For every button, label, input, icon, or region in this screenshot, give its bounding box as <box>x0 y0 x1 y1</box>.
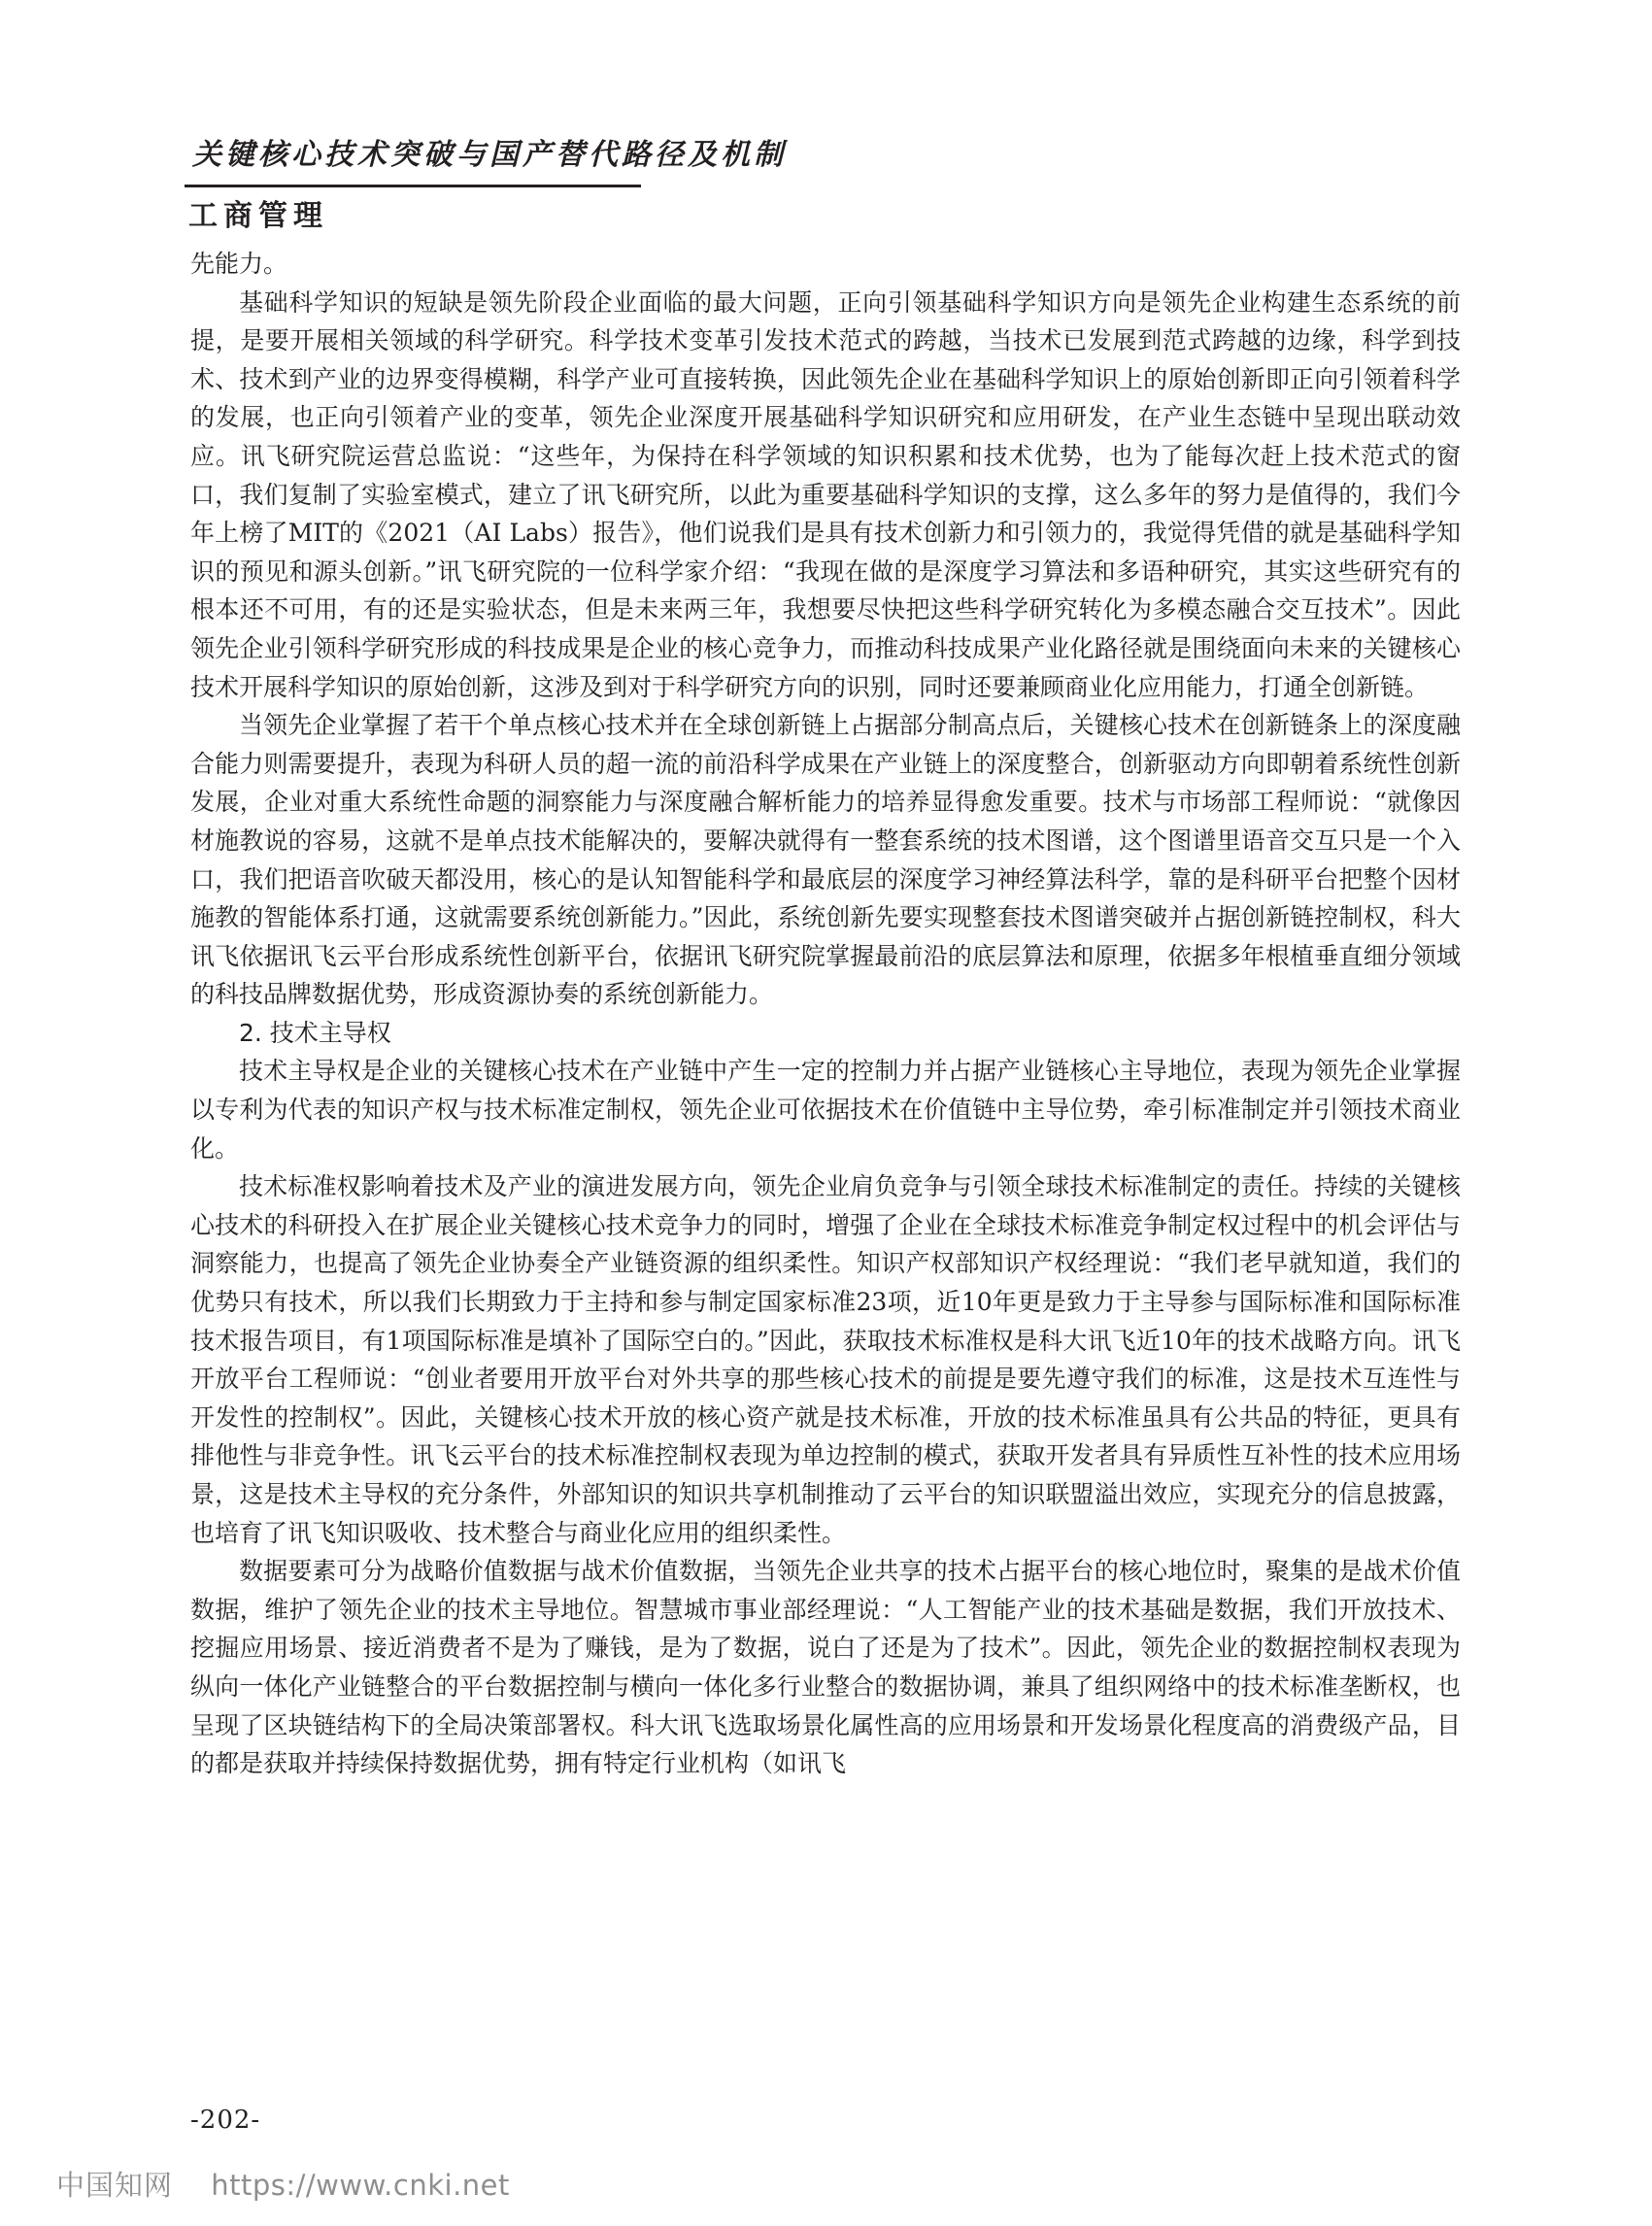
cnki-brand-name: 中国知网 <box>56 2169 174 2202</box>
page-number: -202- <box>190 2106 261 2135</box>
section-heading: 2. 技术主导权 <box>239 1018 391 1047</box>
body-paragraph: 当领先企业掌握了若干个单点核心技术并在全球创新链上占据部分制高点后，关键核心技术在创新链条上的深度融合能力则需要提升，表现为科研人员的超一流的前沿科学成果在产业链上的深度整合，创新驱动方向即朝着系统性创新发展，企业对重大系统性命题的洞察能力与深度融合解析能力的培养显得愈发重要。技术与市场部工程师说：“就像因材施教说的容易，这就不是单点技术能解决的，要解决就得有一整套系统的技术图谱，这个图谱里语音交互只是一个入口，我们把语音吹破天都没用，核心的是认知智能科学和最底层的深度学习神经算法科学，靠的是科研平台把整个因材施教的智能体系打通，这就需要系统创新能力。”因此，系统创新先要实现整套技术图谱突破并占据创新链控制权，科大讯飞依据讯飞云平台形成系统性创新平台，依据讯飞研究院掌握最前沿的底层算法和原理，依据多年根植垂直细分领域的科技品牌数据优势，形成资源协奏的系统创新能力。 <box>190 711 1461 1009</box>
journal-section-name: 工商管理 <box>188 199 328 233</box>
cnki-url[interactable]: https://www.cnki.net <box>211 2169 510 2202</box>
body-paragraph: 基础科学知识的短缺是领先阶段企业面临的最大问题，正向引领基础科学知识方向是领先企业构建生态系统的前提，是要开展相关领域的科学研究。科学技术变革引发技术范式的跨越，当技术已发展到范式跨越的边缘，科学到技术、技术到产业的边界变得模糊，科学产业可直接转换，因此领先企业在基础科学知识上的原始创新即正向引领着科学的发展，也正向引领着产业的变革，领先企业深度开展基础科学知识研究和应用研发，在产业生态链中呈现出联动效应。讯飞研究院运营总监说：“这些年，为保持在科学领域的知识积累和技术优势，也为了能每次赶上技术范式的窗口，我们复制了实验室模式，建立了讯飞研究所，以此为重要基础科学知识的支撑，这么多年的努力是值得的，我们今年上榜了MIT的《2021（AI Labs）报告》，他们说我们是具有技术创新力和引领力的，我觉得凭借的就是基础科学知识的预见和源头创新。”讯飞研究院的一位科学家介绍：“我现在做的是深度学习算法和多语种研究，其实这些研究有的根本还不可用，有的还是实验状态，但是未来两三年，我想要尽快把这些科学研究转化为多模态融合交互技术”。因此领先企业引领科学研究形成的科技成果是企业的核心竞争力，而推动科技成果产业化路径就是围绕面向未来的关键核心技术开展科学知识的原始创新，这涉及到对于科学研究方向的识别，同时还要兼顾商业化应用能力，打通全创新链。 <box>190 287 1461 701</box>
running-title: 关键核心技术突破与国产替代路径及机制 <box>192 138 787 172</box>
header-divider <box>185 185 641 187</box>
body-paragraph: 数据要素可分为战略价值数据与战术价值数据，当领先企业共享的技术占据平台的核心地位时，聚集的是战术价值数据，维护了领先企业的技术主导地位。智慧城市事业部经理说：“人工智能产业的技术基础是数据，我们开放技术、挖掘应用场景、接近消费者不是为了赚钱，是为了数据，说白了还是为了技术”。因此，领先企业的数据控制权表现为纵向一体化产业链整合的平台数据控制与横向一体化多行业整合的数据协调，兼具了组织网络中的技术标准垄断权，也呈现了区块链结构下的全局决策部署权。科大讯飞选取场景化属性高的应用场景和开发场景化程度高的消费级产品，目的都是获取并持续保持数据优势，拥有特定行业机构（如讯飞 <box>190 1557 1461 1778</box>
body-paragraph: 技术主导权是企业的关键核心技术在产业链中产生一定的控制力并占据产业链核心主导地位，表现为领先企业掌握以专利为代表的知识产权与技术标准定制权，领先企业可依据技术在价值链中主导位势，牵引标准制定并引领技术商业化。 <box>190 1057 1461 1163</box>
body-paragraph: 技术标准权影响着技术及产业的演进发展方向，领先企业肩负竞争与引领全球技术标准制定的责任。持续的关键核心技术的科研投入在扩展企业关键核心技术竞争力的同时，增强了企业在全球技术标准竞争制定权过程中的机会评估与洞察能力，也提高了领先企业协奏全产业链资源的组织柔性。知识产权部知识产权经理说：“我们老早就知道，我们的优势只有技术，所以我们长期致力于主持和参与制定国家标准23项，近10年更是致力于主导参与国际标准和国际标准技术报告项目，有1项国际标准是填补了国际空白的。”因此，获取技术标准权是科大讯飞近10年的技术战略方向。讯飞开放平台工程师说：“创业者要用开放平台对外共享的那些核心技术的前提是要先遵守我们的标准，这是技术互连性与开发性的控制权”。因此，关键核心技术开放的核心资产就是技术标准，开放的技术标准虽具有公共品的特征，更具有排他性与非竞争性。讯飞云平台的技术标准控制权表现为单边控制的模式，获取开发者具有异质性互补性的技术应用场景，这是技术主导权的充分条件，外部知识的知识共享机制推动了云平台的知识联盟溢出效应，实现充分的信息披露，也培育了讯飞知识吸收、技术整合与商业化应用的组织柔性。 <box>190 1172 1461 1547</box>
running-header <box>185 136 787 236</box>
article-body <box>190 245 1461 1783</box>
body-paragraph-continuation: 先能力。 <box>190 250 288 278</box>
cnki-watermark <box>56 2164 510 2204</box>
